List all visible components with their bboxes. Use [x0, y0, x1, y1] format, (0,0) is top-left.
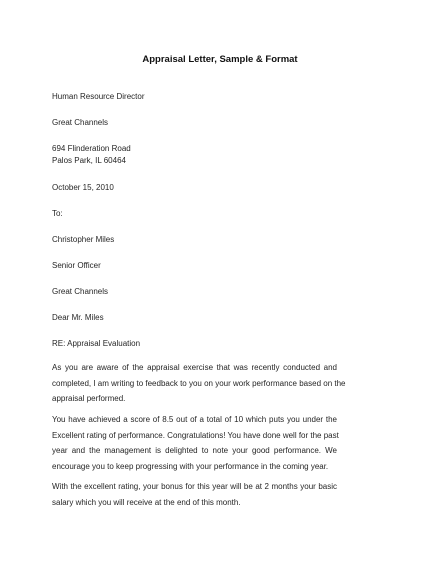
paragraph-line: As you are aware of the appraisal exercise that was recently conducted and [52, 363, 337, 372]
paragraph-line: appraisal performed. [52, 394, 126, 403]
paragraph-line: encourage you to keep progressing with your performance in the coming year. [52, 461, 329, 471]
paragraph-3 [52, 479, 337, 510]
document-title: Appraisal Letter, Sample & Format [142, 54, 298, 65]
paragraph-1 [52, 360, 346, 407]
salutation: Dear Mr. Miles [52, 313, 104, 322]
recipient-position: Senior Officer [52, 261, 101, 270]
sender-address-line2: Palos Park, IL 60464 [52, 156, 126, 165]
sender-address-line1: 694 Flinderation Road [52, 144, 131, 153]
paragraph-line: You have achieved a score of 8.5 out of a total of 10 which puts you under the [52, 415, 337, 424]
recipient-company: Great Channels [52, 287, 109, 296]
letter-date: October 15, 2010 [52, 183, 114, 192]
paragraph-line: With the excellent rating, your bonus for this year will be at 2 months your basic [52, 482, 337, 491]
paragraph-line: salary which you will receive at the end of this month. [52, 497, 241, 507]
recipient-name: Christopher Miles [52, 235, 115, 244]
paragraph-line: year and the management is delighted to note your good performance. We [52, 446, 337, 455]
sender-title: Human Resource Director [52, 92, 145, 101]
paragraph-line: completed, I am writing to feedback to you on your work performance based on the [52, 378, 346, 388]
subject-line: RE: Appraisal Evaluation [52, 339, 141, 348]
to-label: To: [52, 209, 63, 218]
paragraph-line: Excellent rating of performance. Congratulations! You have done well for the past [52, 430, 339, 440]
sender-company: Great Channels [52, 118, 109, 127]
paragraph-2 [52, 412, 337, 474]
